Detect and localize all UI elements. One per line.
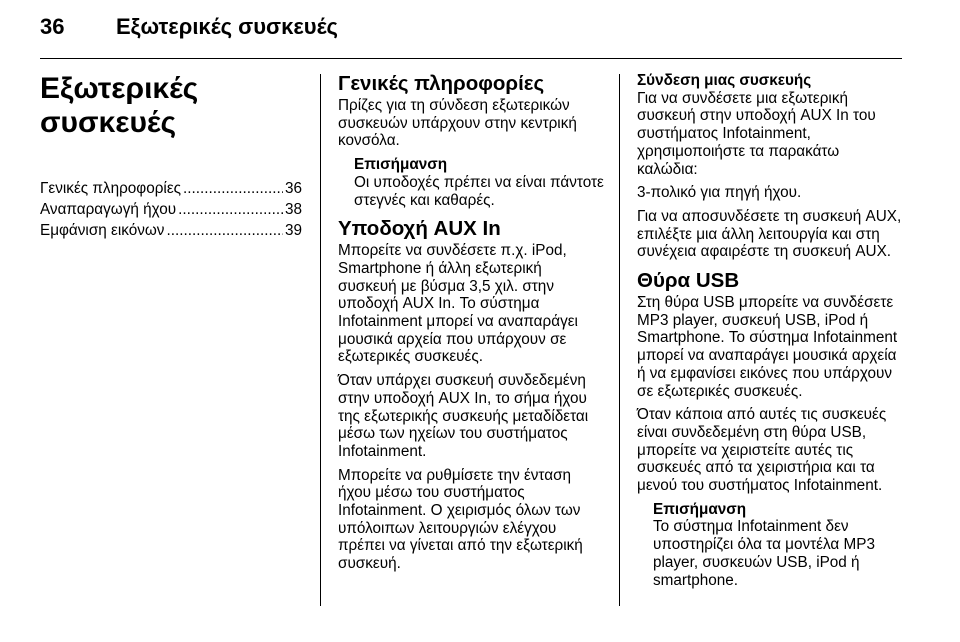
paragraph: Μπορείτε να συνδέσετε π.χ. iPod, Smartphone ή άλλη εξωτερική συσκευή με βύσμα 3,5 χιλ. στην υποδοχή AUX In. Το σύστημα Infotainment μπορεί να αναπαράγει μουσικά αρχεία που υπάρχουν σε εξωτερικές συσκευές. (338, 242, 578, 366)
note-box (354, 156, 604, 209)
toc-item-label: Εμφάνιση εικόνων (40, 222, 165, 239)
note-text: Οι υποδοχές πρέπει να είναι πάντοτε στεγνές και καθαρές. (354, 173, 604, 209)
column-divider (619, 74, 620, 606)
section-text: Πρίζες για τη σύνδεση εξωτερικών συσκευών υπάρχουν στην κεντρική κονσόλα. (338, 97, 577, 150)
section-title-aux: Υποδοχή AUX In (338, 217, 501, 241)
page-number: 36 (40, 14, 65, 39)
toc-item-page: 36 (284, 180, 302, 197)
toc-item-page: 38 (284, 201, 302, 218)
section-title-general: Γενικές πληροφορίες (338, 72, 545, 95)
toc-leader (178, 201, 283, 219)
paragraph: Στη θύρα USB μπορείτε να συνδέσετε MP3 player, συσκευή USB, iPod ή Smartphone. Το σύστημα Infotainment μπορεί να αναπαράγει μουσικά αρχεία ή να εμφανίσει εικόνες που υπάρχουν σε εξωτερικές συσκευές. (637, 294, 898, 400)
paragraph: Όταν κάποια από αυτές τις συσκευές είναι συνδεδεμένη στη θύρα USB, μπορείτε να χειριστείτε αυτές τις συσκευές από τα χειριστήρια και τα μενού του συστήματος Infotainment. (637, 406, 887, 495)
running-title: Εξωτερικές συσκευές (116, 14, 338, 39)
column-divider (320, 74, 321, 606)
paragraph: Για να αποσυνδέσετε τη συσκευή AUX, επιλέξτε μια άλλη λειτουργία και στη συνέχεια αφαιρέστε τη συσκευή AUX. (637, 207, 902, 261)
paragraph: Όταν υπάρχει συσκευή συνδεδεμένη στην υποδοχή AUX In, το σήμα ήχου της εξωτερικής συσκευής μεταδίδεται μέσω των ηχείων του συστήματος Infotainment. (338, 372, 589, 460)
left-column (40, 72, 302, 243)
page-header (40, 14, 902, 44)
header-rule (40, 58, 902, 59)
paragraph: Για να συνδέσετε μια εξωτερική συσκευή στην υποδοχή AUX In του συστήματος Infotainment, χρησιμοποιήστε τα παρακάτω καλώδια: (637, 89, 876, 178)
chapter-title: Εξωτερικές συσκευές (40, 72, 199, 139)
toc-leader (183, 180, 283, 198)
right-column (637, 72, 902, 595)
note-text: Το σύστημα Infotainment δεν υποστηρίζει όλα τα μοντέλα MP3 player, συσκευών USB, iPod ή smartphone. (653, 518, 875, 589)
toc-leader (166, 222, 283, 240)
subsection-title: Σύνδεση μιας συσκευής (637, 72, 812, 89)
paragraph: Μπορείτε να ρυθμίσετε την ένταση ήχου μέσω του συστήματος Infotainment. Ο χειρισμός όλων των υπόλοιπων λειτουργιών ελέγχου πρέπει να γίνεται από την εξωτερική συσκευή. (338, 466, 583, 573)
toc-item-page: 39 (284, 222, 302, 239)
section-title-usb: Θύρα USB (637, 269, 740, 293)
toc-item[interactable] (40, 201, 302, 222)
middle-column (338, 72, 604, 579)
toc-item-label: Αναπαραγωγή ήχου (40, 201, 177, 218)
toc-item[interactable] (40, 180, 302, 201)
note-title: Επισήμανση (653, 500, 747, 518)
toc-item[interactable] (40, 222, 302, 243)
paragraph: 3-πολικό για πηγή ήχου. (637, 184, 802, 202)
toc-item-label: Γενικές πληροφορίες (40, 180, 182, 197)
table-of-contents (40, 180, 302, 243)
note-title: Επισήμανση (354, 156, 448, 174)
note-box (653, 501, 902, 590)
